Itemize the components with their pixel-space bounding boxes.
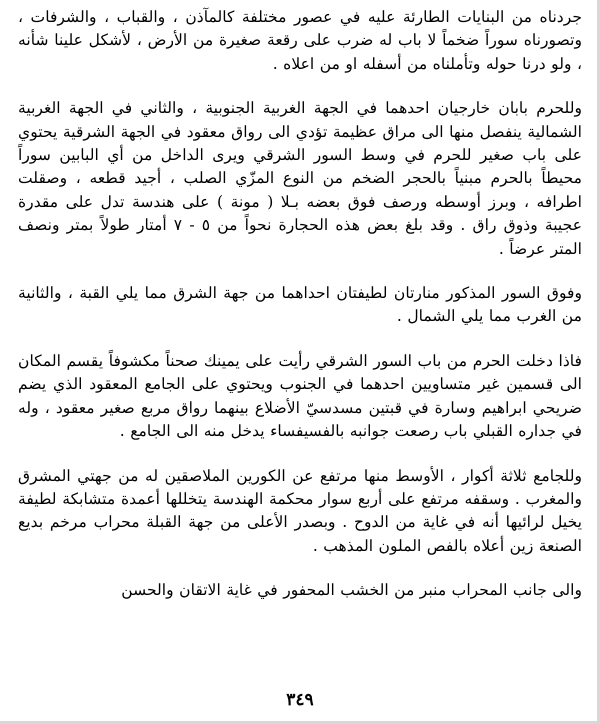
paragraph-5: وللجامع ثلاثة أكوار ، الأوسط منها مرتفع عن الكورين الملاصقين له من جهتي المشرق والمغرب . وسقفه مرتفع على أربع سوار محكمة الهندسة يتخللها أعمدة متشابكة لطيفة يخيل لرائيها أنه في غاية من الدوح . وبصدر الأعلى من جهة القبلة محراب مرخم بديع الصنعة زين أعلاه بالفص الملون المذهب .: [18, 466, 582, 555]
paragraph-1: جردناه من البنايات الطارئة عليه في عصور مختلفة كالمآذن ، والقباب ، والشرفات ، وتصورناه سوراً ضخماً لا باب له ضرب على رقعة صغيرة من الأرض ، لأشكل علينا شأنه ، ولو درنا حوله وتأملناه من أسفله او من اعلاه .: [18, 8, 582, 73]
paragraph-3: وفوق السور المذكور منارتان لطيفتان احداهما من جهة الشرق مما يلي القبة ، والثانية من الغرب مما يلي الشمال .: [18, 284, 582, 326]
body-text: [18, 6, 582, 603]
paragraph-4: فاذا دخلت الحرم من باب السور الشرقي رأيت على يمينك صحناً مكشوفاً يقسم المكان الى قسمين غير متساويين احدهما في الجنوب ويحتوي على الجامع المعقود الذي يضم ضريحي ابراهيم وسارة في قبتين مسدسيّ الأضلاع بينهما رواق مربع صغير معقود ، وله في جداره القبلي باب رصعت جوانبه بالفسيفساء يدخل منه الى الجامع .: [18, 351, 582, 441]
paragraph-2: وللحرم بابان خارجيان احدهما في الجهة الغربية الجنوبية ، والثاني في الجهة الغربية الشمالية ينفصل منها الى مراق عظيمة تؤدي الى رواق معقود في الجهة الشرقية يحتوي على باب صغير للحرم في وسط السور الشرقي ويرى الداخل من أي البابين سوراً محيطاً بالحرم مبنياً بالحجر الضخم من النوع المزّي الصلب ، أجيد قطعه ، وصقلت اطرافه ، وبرز أوسطه ورصف فوق بعضه بـلا ( مونة ) على هندسة تدل على مقدرة عجيبة وذوق راق . وقد بلغ بعض هذه الحجارة نحواً من ٥ - ٧ أمتار طولاً بمتر ونصف المتر عرضاً .: [18, 99, 583, 258]
paragraph-6: والى جانب المحراب منبر من الخشب المحفور في غاية الاتقان والحسن: [121, 581, 582, 600]
page-number: ٣٤٩: [286, 690, 314, 710]
